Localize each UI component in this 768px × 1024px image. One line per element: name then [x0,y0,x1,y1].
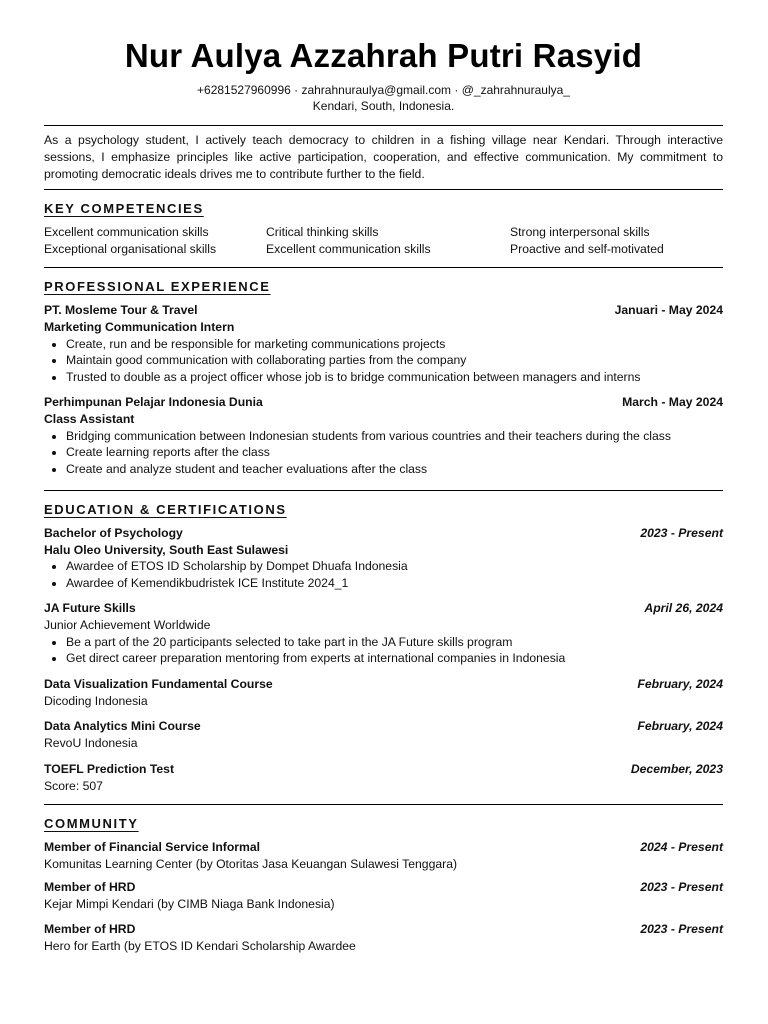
entry-date: 2024 - Present [640,840,723,855]
section-title-competencies: KEY COMPETENCIES [44,201,204,216]
experience-entry [44,302,723,385]
divider [44,267,723,268]
competency-item: Critical thinking skills [266,225,379,239]
entry-name: Data Visualization Fundamental Course [44,676,273,691]
entry-organization: Kejar Mimpi Kendari (by CIMB Niaga Bank Indonesia) [44,896,335,911]
entry-name: Data Analytics Mini Course [44,719,201,734]
entry-date: 2023 - Present [640,922,723,937]
entry-date: March - May 2024 [622,395,723,410]
entry-header [44,761,723,778]
summary-paragraph: As a psychology student, I actively teach democracy to children in a fishing village near Kendari. Through interactive sessions, I emphasize principles like active participation, cooperation, and effective communication. My commitment to promoting democratic ideals drives me to contribute further to the field. [44,133,723,181]
entry-score: Score: 507 [44,778,103,793]
education-entry [44,525,723,592]
divider [44,189,723,190]
entry-organization: Komunitas Learning Center (by Otoritas Jasa Keuangan Sulawesi Tenggara) [44,857,458,872]
entry-date: February, 2024 [637,676,723,691]
bullet-item: • Create, run and be responsible for marketing communications projects [66,336,723,353]
entry-bullets [44,336,723,386]
education-entry [44,761,723,795]
entry-name: Bachelor of Psychology [44,525,183,540]
entry-date: 2023 - Present [640,525,723,540]
entry-header [44,839,723,856]
entry-institution: Dicoding Indonesia [44,693,148,708]
entry-name: TOEFL Prediction Test [44,761,175,776]
entry-role: Marketing Communication Intern [44,320,235,334]
bullet-item: • Be a part of the 20 participants selected to take part in the JA Future skills program [66,634,723,651]
contact-line: +6281527960996 · zahrahnuraulya@gmail.com · @_zahrahnuraulya_ [197,83,570,97]
community-entry [44,921,723,955]
bullet-item: • Bridging communication between Indonesian students from various countries and their teachers during the class [66,428,723,445]
divider [44,125,723,126]
entry-bullets [44,428,723,478]
section-title-education: EDUCATION & CERTIFICATIONS [44,501,287,517]
entry-date: April 26, 2024 [644,601,723,616]
entry-name: Member of HRD [44,922,136,937]
section-title-experience: PROFESSIONAL EXPERIENCE [44,279,271,294]
entry-bullets [44,558,723,591]
entry-org: Perhimpunan Pelajar Indonesia Dunia [44,395,263,410]
entry-header [44,921,723,938]
candidate-name: Nur Aulya Azzahrah Putri Rasyid [124,37,643,74]
entry-institution: RevoU Indonesia [44,736,138,751]
entry-name: JA Future Skills [44,601,136,616]
education-entry [44,718,723,752]
bullet-item: • Awardee of Kemendikbudristek ICE Institute 2024_1 [66,575,723,592]
entry-header [44,676,723,693]
education-entry [44,676,723,710]
entry-date: 2023 - Present [640,879,723,894]
entry-date: February, 2024 [637,719,723,734]
resume-page [44,36,723,961]
competencies-grid [44,224,723,257]
bullet-item: • Get direct career preparation mentoring from experts at international companies in Indonesia [66,650,723,667]
entry-header [44,302,723,319]
bullet-item: • Awardee of ETOS ID Scholarship by Dompet Dhuafa Indonesia [66,558,723,575]
competency-item: Proactive and self-motivated [510,241,664,256]
entry-header [44,718,723,735]
bullet-item: • Create and analyze student and teacher evaluations after the class [66,461,723,478]
section-title-community: COMMUNITY [44,816,139,832]
entry-date: Januari - May 2024 [614,303,723,317]
entry-role: Class Assistant [44,412,135,427]
entry-header [44,525,723,542]
experience-entry [44,394,723,477]
community-entry [44,839,723,873]
competency-item: Excellent communication skills [266,241,431,256]
competency-item: Exceptional organisational skills [44,241,217,256]
entry-institution: Junior Achievement Worldwide [44,618,211,633]
bullet-item: • Trusted to double as a project officer whose job is to bridge communication between managers and interns [66,369,723,386]
bullet-item: • Create learning reports after the class [66,444,723,461]
entry-header [44,600,723,617]
divider [44,490,723,491]
entry-bullets [44,634,723,667]
entry-name: Member of Financial Service Informal [44,840,261,855]
bullet-item: • Maintain good communication with collaborating parties from the company [66,352,723,369]
education-entry [44,600,723,667]
entry-organization: Hero for Earth (by ETOS ID Kendari Scholarship Awardee [44,939,356,954]
entry-name: Member of HRD [44,879,136,894]
location-line: Kendari, South, Indonesia. [312,99,455,113]
competency-item: Excellent communication skills [44,225,209,239]
community-entry [44,879,723,913]
entry-org: PT. Mosleme Tour & Travel [44,303,198,317]
entry-date: December, 2023 [630,761,723,776]
entry-header [44,394,723,411]
divider [44,804,723,805]
entry-header [44,879,723,896]
entry-institution: Halu Oleo University, South East Sulawesi [44,542,289,557]
competency-item: Strong interpersonal skills [510,225,650,239]
